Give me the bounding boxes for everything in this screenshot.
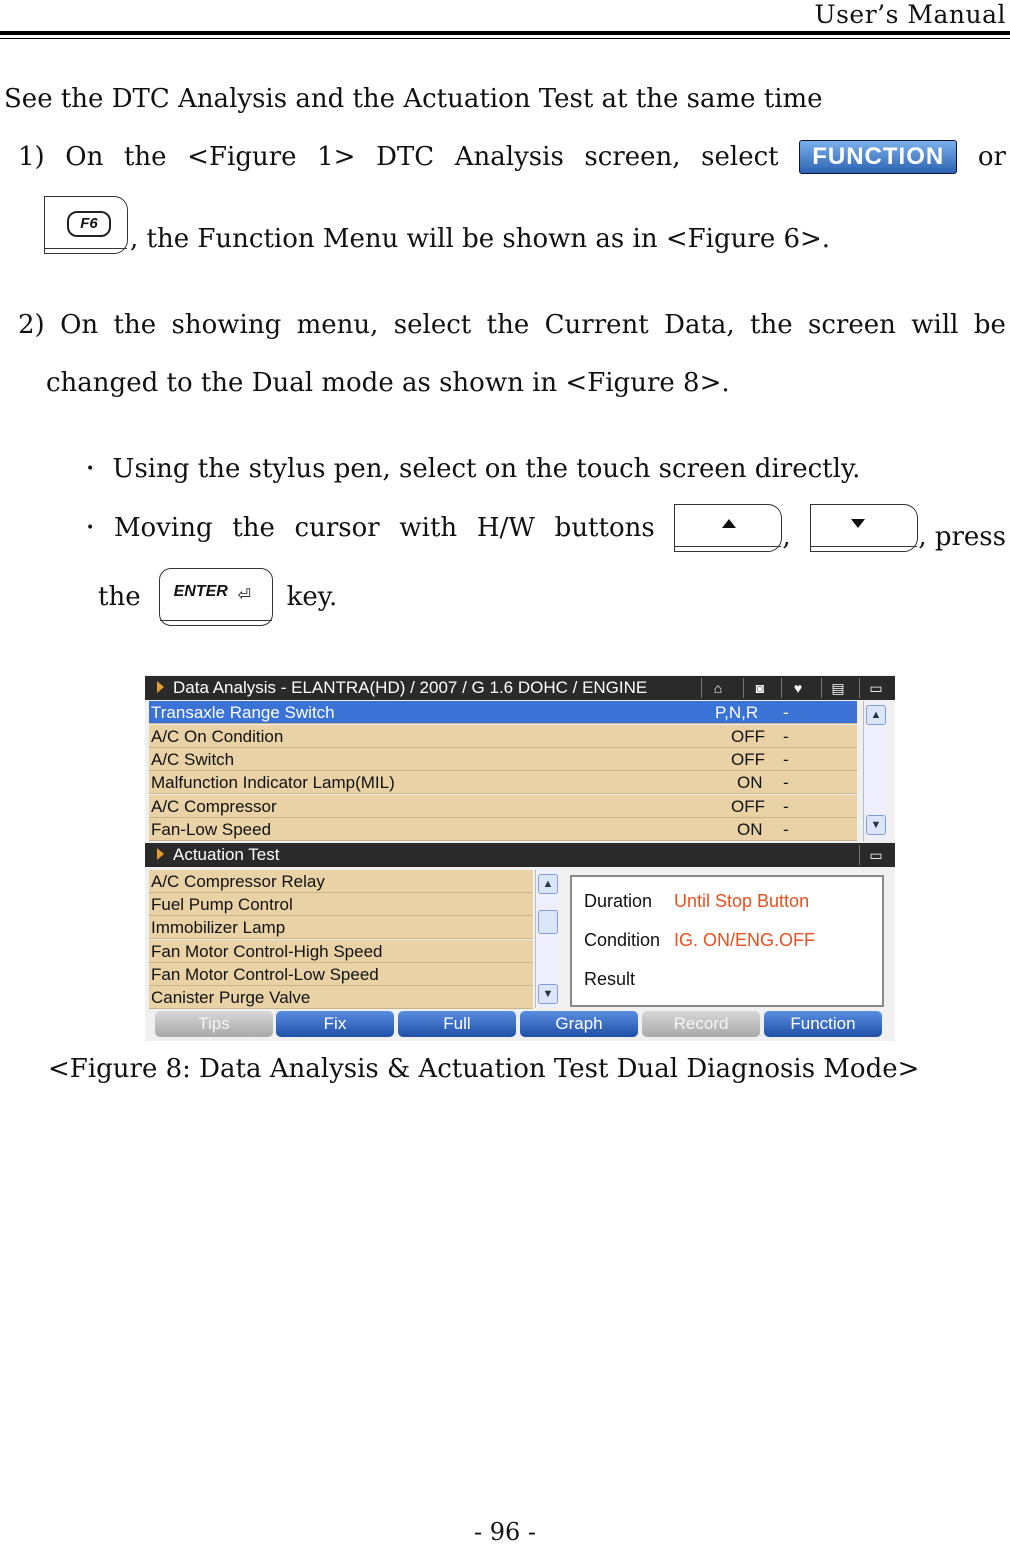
bullet-2-word: cursor bbox=[294, 513, 380, 543]
act-row-name: Fan Motor Control-Low Speed bbox=[151, 965, 379, 984]
step2-word: select bbox=[393, 310, 472, 340]
act-row-name: A/C Compressor Relay bbox=[151, 872, 325, 891]
bullet-2-word: buttons bbox=[554, 513, 655, 543]
up-arrow-key-image bbox=[674, 504, 782, 552]
step1-word: <Figure bbox=[187, 142, 297, 172]
tips-button[interactable]: Tips bbox=[155, 1011, 273, 1037]
data-row-name: A/C Switch bbox=[151, 750, 235, 769]
scroll-down-icon[interactable]: ▼ bbox=[538, 984, 558, 1004]
act-row[interactable] bbox=[149, 870, 533, 893]
data-row[interactable] bbox=[149, 818, 857, 841]
enter-arrow-icon: ⏎ bbox=[237, 585, 251, 604]
step1-word: DTC bbox=[376, 142, 435, 172]
data-row-value: OFF bbox=[731, 727, 765, 746]
duration-label: Duration bbox=[584, 891, 653, 911]
data-row-name: A/C Compressor bbox=[151, 797, 277, 816]
result-label: Result bbox=[584, 969, 636, 989]
data-row-value: P,N,R bbox=[715, 703, 759, 722]
bullet-2-line2 bbox=[98, 566, 337, 628]
step1-tail: , the Function Menu will be shown as in <Figure 6>. bbox=[130, 224, 831, 254]
camera-icon[interactable]: ◙ bbox=[743, 678, 776, 698]
graph-button[interactable]: Graph bbox=[520, 1011, 638, 1037]
step2-line2: changed to the Dual mode as shown in <Figure 8>. bbox=[46, 368, 730, 398]
function-key-image: FUNCTION bbox=[799, 140, 957, 174]
act-scrollbar[interactable] bbox=[535, 870, 558, 1008]
bullet-2-line1 bbox=[86, 500, 1006, 556]
dual-mode-screenshot bbox=[145, 675, 895, 1041]
step2-word: Current bbox=[544, 310, 649, 340]
step1-word: 1> bbox=[317, 142, 356, 172]
bullet-2-press: , press bbox=[918, 522, 1006, 552]
step1-or: or bbox=[977, 142, 1006, 172]
step1-word: On bbox=[65, 142, 104, 172]
step2-word: the bbox=[113, 310, 157, 340]
header-rule-thin bbox=[0, 38, 1010, 39]
data-row-unit: - bbox=[783, 797, 789, 816]
down-key-group bbox=[810, 504, 1006, 552]
bullet-2-comma: , bbox=[782, 522, 791, 552]
step1-word: 1) bbox=[18, 142, 45, 172]
data-scrollbar[interactable] bbox=[863, 701, 886, 841]
step1-word: Analysis bbox=[454, 142, 564, 172]
step1-word: the bbox=[123, 142, 167, 172]
window-icon[interactable]: ▭ bbox=[859, 845, 892, 865]
data-row-name: Malfunction Indicator Lamp(MIL) bbox=[151, 773, 395, 792]
data-row-unit: - bbox=[783, 773, 789, 792]
f6-key-baseline bbox=[45, 248, 127, 249]
home-icon[interactable]: ⌂ bbox=[701, 678, 734, 698]
function-button[interactable]: Function bbox=[764, 1011, 882, 1037]
step2-line1 bbox=[18, 310, 1006, 340]
data-row-name: Fan-Low Speed bbox=[151, 820, 272, 839]
bullet-2-key-word: key. bbox=[286, 582, 338, 612]
bullet-2-the: the bbox=[98, 582, 141, 612]
enter-key-baseline bbox=[160, 620, 272, 621]
act-row-name: Fuel Pump Control bbox=[151, 895, 293, 914]
step2-word: On bbox=[60, 310, 99, 340]
condition-value: IG. ON/ENG.OFF bbox=[674, 930, 816, 950]
data-row-unit: - bbox=[783, 750, 789, 769]
step2-word: will bbox=[911, 310, 959, 340]
scroll-thumb[interactable] bbox=[538, 910, 558, 934]
data-row-name: Transaxle Range Switch bbox=[151, 703, 335, 722]
act-row-name: Immobilizer Lamp bbox=[151, 918, 286, 937]
act-row-name: Canister Purge Valve bbox=[151, 988, 311, 1007]
tip-icon[interactable]: ♥ bbox=[781, 678, 814, 698]
step2-word: be bbox=[973, 310, 1006, 340]
bullet-2-word: Moving bbox=[113, 513, 213, 543]
header-title: User’s Manual bbox=[814, 0, 1006, 29]
enter-key-image bbox=[159, 568, 273, 626]
step2-word: Data, bbox=[664, 310, 735, 340]
bullet-1 bbox=[86, 454, 860, 484]
down-arrow-key-image bbox=[810, 504, 918, 552]
scroll-down-icon[interactable]: ▼ bbox=[866, 815, 886, 835]
step1-line2 bbox=[44, 194, 830, 254]
up-key-group bbox=[674, 504, 790, 552]
act-row[interactable] bbox=[149, 916, 533, 939]
step2-word: screen bbox=[808, 310, 896, 340]
window-icon[interactable]: ▭ bbox=[859, 678, 892, 698]
bullet-2-word: H/W bbox=[476, 513, 535, 543]
up-key-baseline bbox=[675, 546, 781, 547]
scroll-up-icon[interactable]: ▲ bbox=[866, 705, 886, 725]
bullet-2-word: the bbox=[232, 513, 275, 543]
act-row[interactable] bbox=[149, 893, 533, 916]
act-row-name: Fan Motor Control-High Speed bbox=[151, 942, 383, 961]
step2-word: showing bbox=[171, 310, 282, 340]
data-analysis-title: Data Analysis - ELANTRA(HD) / 2007 / G 1.6 DOHC / ENGINE bbox=[173, 678, 648, 697]
scroll-up-icon[interactable]: ▲ bbox=[538, 874, 558, 894]
act-row[interactable] bbox=[149, 940, 533, 963]
step1-word: screen, bbox=[584, 142, 681, 172]
data-row-value: OFF bbox=[731, 750, 765, 769]
data-row[interactable] bbox=[149, 701, 857, 724]
record-button[interactable]: Record bbox=[642, 1011, 760, 1037]
f6-key-image bbox=[44, 196, 128, 254]
data-row-value: OFF bbox=[731, 797, 765, 816]
full-button[interactable]: Full bbox=[398, 1011, 516, 1037]
fix-button[interactable]: Fix bbox=[276, 1011, 394, 1037]
f6-key-label: F6 bbox=[67, 211, 111, 237]
actuation-info-panel bbox=[570, 875, 884, 1007]
play-arrow-icon bbox=[157, 681, 164, 693]
intro-heading: See the DTC Analysis and the Actuation Test at the same time bbox=[4, 84, 823, 114]
down-key-baseline bbox=[811, 546, 917, 547]
up-arrow-icon bbox=[722, 519, 736, 528]
bullet-dot: • bbox=[86, 520, 95, 536]
data-row-unit: - bbox=[783, 703, 789, 722]
data-row-unit: - bbox=[783, 820, 789, 839]
data-row-unit: - bbox=[783, 727, 789, 746]
step2-word: 2) bbox=[18, 310, 45, 340]
data-row[interactable] bbox=[149, 725, 857, 748]
data-row-name: A/C On Condition bbox=[151, 727, 284, 746]
enter-key-label: ENTER bbox=[173, 583, 228, 600]
figure-caption: <Figure 8: Data Analysis & Actuation Test Dual Diagnosis Mode> bbox=[48, 1054, 920, 1084]
data-analysis-titlebar bbox=[145, 676, 895, 700]
header-rule-thick bbox=[0, 31, 1010, 35]
actuation-title: Actuation Test bbox=[173, 845, 280, 864]
actuation-titlebar bbox=[145, 843, 895, 867]
step2-word: the bbox=[750, 310, 793, 340]
data-row[interactable] bbox=[149, 795, 857, 818]
bullet-dot: • bbox=[86, 461, 95, 477]
condition-label: Condition bbox=[584, 930, 661, 950]
step2-word: menu, bbox=[296, 310, 379, 340]
bullet-1-text: Using the stylus pen, select on the touch screen directly. bbox=[112, 454, 861, 484]
print-icon[interactable]: ▤ bbox=[821, 678, 854, 698]
duration-value: Until Stop Button bbox=[674, 891, 810, 911]
data-row[interactable] bbox=[149, 771, 857, 794]
act-row[interactable] bbox=[149, 986, 533, 1009]
play-arrow-icon bbox=[157, 848, 164, 860]
step2-word: the bbox=[486, 310, 530, 340]
step1-word: select bbox=[701, 142, 779, 172]
page-number: - 96 - bbox=[473, 1518, 536, 1546]
data-row-value: ON bbox=[737, 820, 763, 839]
step1-line1 bbox=[18, 132, 1006, 182]
data-row-value: ON bbox=[737, 773, 763, 792]
down-arrow-icon bbox=[851, 519, 865, 528]
bullet-2-word: with bbox=[399, 513, 458, 543]
act-row[interactable] bbox=[149, 963, 533, 986]
data-row[interactable] bbox=[149, 748, 857, 771]
